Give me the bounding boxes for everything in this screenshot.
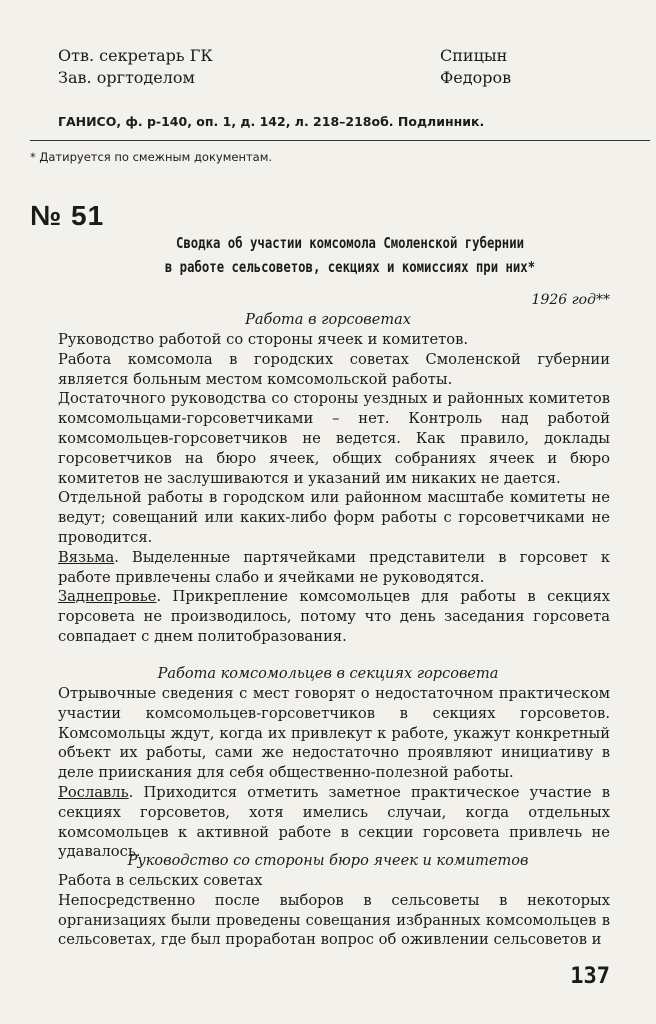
paragraph: Руководство работой со стороны ячеек и комитетов. [58, 331, 469, 348]
paragraph-text: . Выделенные партячейками представители в горсовет к работе привлечены слабо и ячейками не руководятся. [58, 548, 610, 586]
archive-source: ГАНИСО, ф. р-140, оп. 1, д. 142, л. 218–218об. Подлинник. [58, 114, 485, 129]
signature-name-2: Федоров [440, 68, 512, 87]
paragraph: Работа комсомола в городских советах Смоленской губернии является больным местом комсомольской работы. [58, 350, 610, 388]
paragraph-text: . Приходится отметить заметное практическое участие в секциях горсоветов, хотя имелись случаи, когда отдельных комсомольцев к активной работе в секции горсовета привлечь не удавалось. [58, 783, 610, 861]
paragraph-roslavl [58, 783, 610, 862]
page-number: 137 [570, 964, 610, 989]
footnote-divider [30, 140, 650, 141]
section-body-1 [58, 330, 610, 647]
section-heading-rukovodstvo: Руководство со стороны бюро ячеек и комитетов [127, 853, 529, 869]
place-name: Заднепровье [58, 588, 157, 606]
section-heading-gorsovety: Работа в горсоветах [245, 312, 411, 328]
subheading-selsovety: Работа в сельских советах [58, 872, 263, 889]
document-title-line-1: Сводка об участии комсомола Смоленской губернии [175, 234, 525, 252]
signature-role-1: Отв. секретарь ГК [58, 46, 213, 65]
paragraph: Непосредственно после выборов в сельсоветы в некоторых организациях были проведены совещания избранных комсомольцев в сельсоветах, где был проработан вопрос об оживлении сельсоветов и [58, 891, 610, 949]
paragraph: Отдельной работы в городском или районном масштабе комитеты не ведут; совещаний или каких-либо форм работы с горсоветчиками не проводится. [58, 489, 610, 546]
place-name: Рославль [58, 783, 129, 801]
document-date: 1926 год** [531, 292, 610, 308]
section-body-2 [58, 684, 610, 862]
paragraph-text: . Прикрепление комсомольцев для работы в секциях горсовета не производилось, потому что день заседания горсовета совпадает с днем политобразования. [58, 588, 610, 645]
paragraph: Отрывочные сведения с мест говорят о недостаточном практическом участии комсомольцев-горсоветчиков в секциях горсоветов. Комсомольцы ждут, когда их привлекут к работе, укажут конкретный объект их работы, сами же недостаточно проявляют инициативу в деле приискания для себя общественно-полезной работы. [58, 685, 610, 782]
paragraph-vyazma [58, 548, 610, 588]
signature-role-2: Зав. оргтоделом [58, 68, 195, 87]
document-number: № 51 [30, 200, 105, 231]
signature-name-1: Спицын [440, 46, 508, 65]
place-name: Вязьма [58, 548, 115, 566]
section-heading-sektsii: Работа комсомольцев в секциях горсовета [157, 666, 499, 682]
document-title-line-2: в работе сельсоветов, секциях и комиссиях при них* [164, 258, 536, 276]
paragraph-zadneprovye [58, 587, 610, 646]
paragraph: Достаточного руководства со стороны уездных и районных комитетов комсомольцами-горсоветчиками – нет. Контроль над работой комсомольцев-горсоветчиков не ведется. Как правило, доклады горсоветчиков на бюро ячеек, общих собраниях ячеек и бюро комитетов не заслушиваются и указаний им никаких не дается. [58, 390, 610, 487]
footnote: * Датируется по смежным документам. [30, 150, 273, 164]
section-body-3 [58, 871, 610, 950]
